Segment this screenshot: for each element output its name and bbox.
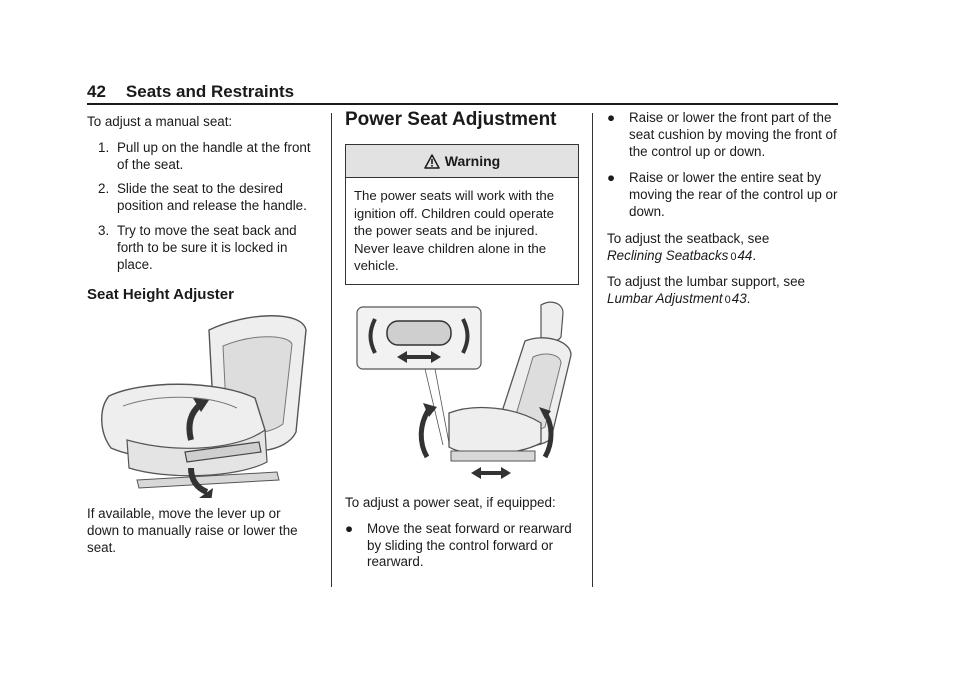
step-number: 2. <box>98 181 110 197</box>
list-item <box>607 110 842 160</box>
page-header <box>87 82 294 102</box>
seat-height-illustration <box>87 312 312 498</box>
list-item <box>345 521 581 571</box>
bullet-text: Raise or lower the front part of the seat cushion by moving the front of the control up or down. <box>629 110 837 159</box>
warning-title: Warning <box>444 152 501 169</box>
column-3 <box>607 110 842 318</box>
warning-box <box>345 144 579 285</box>
bullet-mark: ● <box>345 520 354 536</box>
seat-height-heading: Seat Height Adjuster <box>87 286 234 304</box>
power-seat-bullets <box>345 521 581 571</box>
step-item <box>87 223 312 273</box>
page-number: 42 <box>87 82 106 101</box>
step-text: Try to move the seat back and forth to be sure it is locked in place. <box>117 222 297 272</box>
column-1 <box>87 114 312 566</box>
bullet-mark: ● <box>607 110 616 125</box>
header-rule <box>87 103 838 105</box>
column-divider-2 <box>592 113 593 587</box>
lumbar-adjustment-link[interactable]: Lumbar Adjustment <box>607 291 723 307</box>
step-number: 1. <box>98 139 110 155</box>
column-2 <box>345 108 581 581</box>
reclining-seatbacks-link[interactable]: Reclining Seatbacks <box>607 247 729 263</box>
warning-body: The power seats will work with the ignition off. Children could operate the power seats and be injured. Never leave children alone in the vehicle. <box>354 188 555 274</box>
seatback-reference <box>607 231 842 266</box>
reference-page[interactable]: 44 <box>737 247 753 263</box>
bullet-text: Raise or lower the entire seat by moving the rear of the control up or down. <box>629 170 838 219</box>
step-text: Pull up on the handle at the front of the seat. <box>117 139 311 172</box>
power-seat-bullets-continued <box>607 110 842 221</box>
reference-suffix: . <box>746 291 751 307</box>
reference-page[interactable]: 43 <box>731 291 747 307</box>
reference-suffix: . <box>752 247 757 263</box>
reference-text: To adjust the seatback, see <box>607 230 770 246</box>
page-arrow-icon: 0 <box>724 294 731 307</box>
bullet-text: Move the seat forward or rearward by sliding the control forward or rearward. <box>367 520 572 570</box>
page-arrow-icon: 0 <box>730 250 737 263</box>
warning-header <box>346 145 578 178</box>
manual-seat-steps <box>87 140 312 274</box>
step-number: 3. <box>98 222 110 238</box>
lumbar-reference <box>607 274 842 309</box>
step-text: Slide the seat to the desired position and release the handle. <box>117 181 307 214</box>
list-item <box>607 170 842 220</box>
power-seat-illustration <box>345 301 581 487</box>
reference-text: To adjust the lumbar support, see <box>607 274 805 290</box>
seat-height-text: If available, move the lever up or down to manually raise or lower the seat. <box>87 506 298 555</box>
step-item <box>87 181 312 215</box>
power-seat-heading: Power Seat Adjustment <box>345 109 557 130</box>
step-item <box>87 140 312 174</box>
manual-seat-intro: To adjust a manual seat: <box>87 114 233 129</box>
column-divider-1 <box>331 113 332 587</box>
power-seat-intro: To adjust a power seat, if equipped: <box>345 494 556 510</box>
warning-triangle-icon <box>424 154 440 169</box>
bullet-mark: ● <box>607 170 616 186</box>
section-title: Seats and Restraints <box>125 82 295 101</box>
